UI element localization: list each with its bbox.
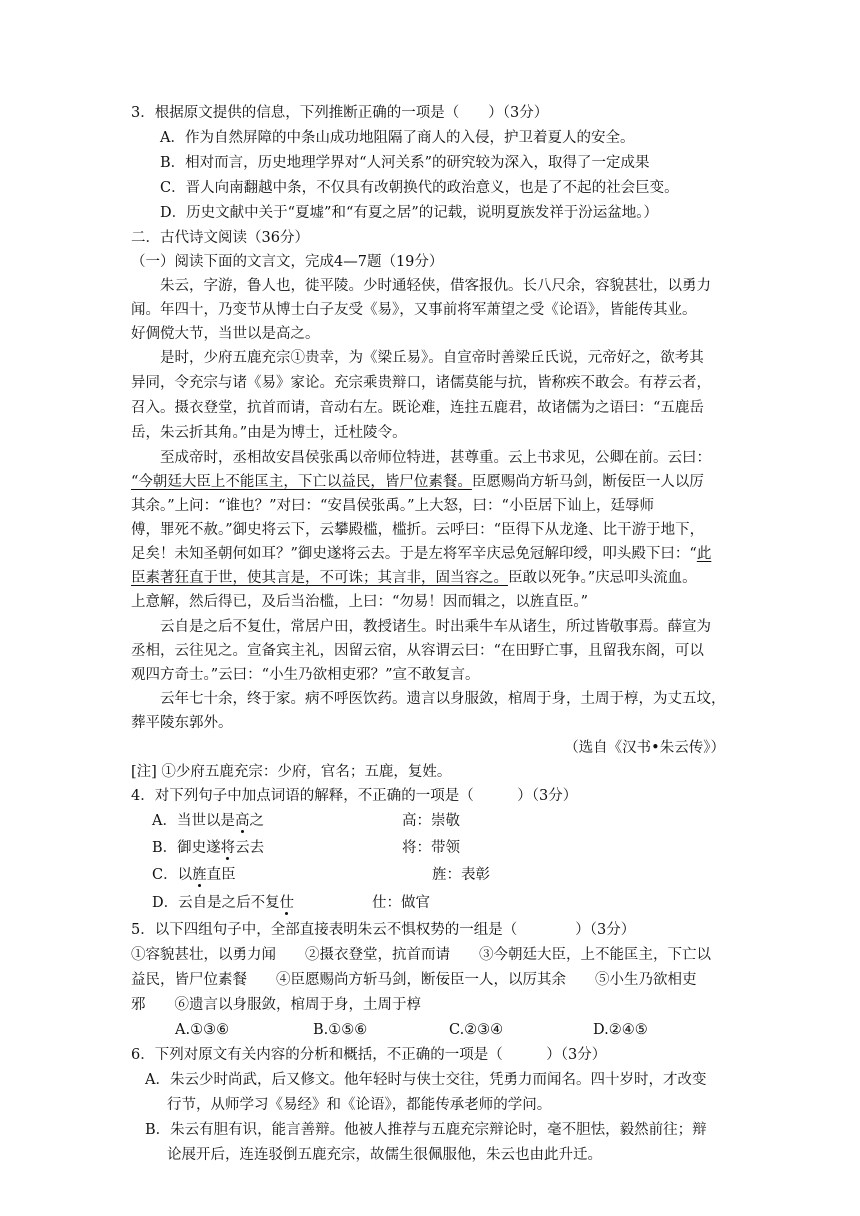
q4-option-b: B．御史遂将云去 — [152, 840, 265, 856]
q4-gloss-c: 旌：表彰 — [432, 867, 490, 883]
dotted-word: 仕 — [279, 895, 295, 911]
underlined-sentence: 臣素著狂直于世，使其言是，不可诛；其言非，固当容之。 — [131, 570, 508, 586]
q3-option-d: D．历史文献中关于“夏墟”和“有夏之居”的记载，说明夏族发祥于汾运盆地。） — [160, 205, 659, 221]
q4-gloss-b: 将：带领 — [402, 840, 460, 856]
passage-source: （选自《汉书•朱云传》） — [564, 740, 725, 756]
passage-line: 召入。摄衣登堂，抗首而请，音动右左。既论难，连拄五鹿君，故诸儒为之语曰：“五鹿岳 — [131, 400, 704, 416]
passage-line: 其余。”上问：“谁也？”对曰：“安昌侯张禹。”上大怒，曰：“小臣居下讪上，廷辱师 — [131, 498, 654, 514]
q4-stem: 4．对下列句子中加点词语的解释，不正确的一项是（ ）（3分） — [131, 788, 578, 804]
section-subheading: （一）阅读下面的文言文，完成4—7题（19分） — [131, 254, 444, 270]
q5-option-d: D.②④⑤ — [593, 1022, 648, 1038]
section-heading: 二．古代诗文阅读（36分） — [131, 230, 309, 246]
passage-line: 闻。年四十，乃变节从博士白子友受《易》，又事前将军萧望之受《论语》，皆能传其业。 — [131, 302, 697, 318]
passage-line: 上意解，然后得已，及后当治槛，上曰：“勿易！因而辑之，以旌直臣。” — [131, 594, 589, 610]
q3-option-a: A．作为自然屏障的中条山成功地阻隔了商人的入侵，护卫着夏人的安全。 — [160, 130, 635, 146]
passage-text: 臣敢以死争。”庆忌叩头流血。 — [508, 570, 697, 586]
passage-line: 岳，朱云折其角。”由是为博士，迁杜陵令。 — [131, 425, 407, 441]
passage-line — [131, 472, 704, 492]
dotted-word: 高 — [234, 813, 250, 829]
q5-items-line: 邪 ⑥遗言以身服敛，棺周于身，土周于椁 — [131, 997, 421, 1013]
q4-option-c: C．以旌直臣 — [152, 867, 236, 883]
passage-line: 葬平陵东郭外。 — [131, 715, 233, 731]
q6-option-a: A．朱云少时尚武，后又修文。他年轻时与侠士交往，凭勇力而闻名。四十岁时，才改变 — [145, 1072, 707, 1088]
passage-line: 傅，罪死不赦。”御史将云下，云攀殿槛，槛折。云呼曰：“臣得下从龙逄、比干游于地下， — [131, 522, 705, 538]
passage-line: 丞相，云往见之。宣备宾主礼，因留云宿，从容谓云曰：“在田野亡事，且留我东阁，可以 — [131, 643, 704, 659]
underlined-sentence: 此 — [696, 546, 712, 562]
passage-line: 至成帝时，丞相故安昌侯张禹以帝师位特进，甚尊重。云上书求见，公卿在前。云曰： — [160, 450, 711, 466]
q5-option-c: C.②③④ — [449, 1022, 504, 1038]
passage-line — [131, 544, 711, 564]
passage-line: 云年七十余，终于家。病不呼医饮药。遗言以身服敛，棺周于身，土周于椁，为丈五坟， — [160, 691, 726, 707]
q6-option-a-cont: 行节，从师学习《易经》和《论语》，都能传承老师的学问。 — [167, 1097, 552, 1113]
passage-line: 是时，少府五鹿充宗①贵幸，为《梁丘易》。自宣帝时善梁丘氏说，元帝好之，欲考其 — [160, 350, 704, 366]
q5-items-line: 益民，皆尸位素餐 ④臣愿赐尚方斩马剑，断佞臣一人，以厉其余 ⑤小生乃欲相吏 — [131, 972, 697, 988]
passage-text: 足矣！未知圣朝何如耳？”御史遂将云去。于是左将军辛庆忌免冠解印绶，叩头殿下曰：“ — [131, 546, 697, 562]
dotted-word: 将 — [220, 840, 236, 856]
passage-line: 好倜傥大节，当世以是高之。 — [131, 326, 320, 342]
q4-option-a: A．当世以是高之 — [152, 813, 264, 829]
q4-option-d: D．云自是之后不复仕 — [152, 895, 295, 911]
q6-stem: 6．下列对原文有关内容的分析和概括，不正确的一项是（ ）（3分） — [131, 1047, 607, 1063]
q3-stem: 3．根据原文提供的信息，下列推断正确的一项是（ ）（3分） — [131, 105, 549, 121]
q5-option-a: A.①③⑥ — [175, 1022, 230, 1038]
underlined-sentence: “今朝廷大臣上不能匡主，下亡以益民，皆尸位素餐。 — [131, 474, 472, 490]
q6-option-b: B．朱云有胆有识，能言善辩。他被人推荐与五鹿充宗辩论时，毫不胆怯，毅然前往；辩 — [145, 1122, 707, 1138]
passage-line: 朱云，字游，鲁人也，徙平陵。少时通轻侠，借客报仇。长八尺余，容貌甚壮，以勇力 — [160, 278, 711, 294]
q6-option-b-cont: 论展开后，连连驳倒五鹿充宗，故儒生很佩服他，朱云也由此升迁。 — [167, 1147, 602, 1163]
passage-note: [注] ①少府五鹿充宗：少府，官名；五鹿，复姓。 — [131, 764, 452, 780]
q5-stem: 5．以下四组句子中，全部直接表明朱云不惧权势的一组是（ ）（3分） — [131, 922, 636, 938]
q3-option-b: B．相对而言，历史地理学界对“人河关系”的研究较为深入，取得了一定成果 — [160, 155, 650, 171]
passage-line: 观四方奇士。”云曰：“小生乃欲相吏邪？”宣不敢复言。 — [131, 667, 480, 683]
passage-line: 云自是之后不复仕，常居户田，教授诸生。时出乘牛车从诸生，所过皆敬事焉。薛宣为 — [160, 619, 711, 635]
q3-option-c: C．晋人向南翻越中条，不仅具有改朝换代的政治意义，也是了不起的社会巨变。 — [160, 180, 679, 196]
q5-items-line: ①容貌甚壮，以勇力闻 ②摄衣登堂，抗首而请 ③今朝廷大臣，上不能匡主，下亡以 — [131, 947, 711, 963]
passage-text: 臣愿赐尚方斩马剑，断佞臣一人以厉 — [471, 474, 704, 490]
q4-gloss-d: 仕：做官 — [372, 895, 430, 911]
dotted-word: 旌 — [192, 867, 207, 883]
q4-gloss-a: 高：崇敬 — [402, 813, 460, 829]
passage-line: 异同，令充宗与诸《易》家论。充宗乘贵辩口，诸儒莫能与抗，皆称疾不敢会。有荐云者， — [131, 375, 711, 391]
passage-line — [131, 568, 697, 588]
q5-option-b: B.①⑤⑥ — [313, 1022, 368, 1038]
